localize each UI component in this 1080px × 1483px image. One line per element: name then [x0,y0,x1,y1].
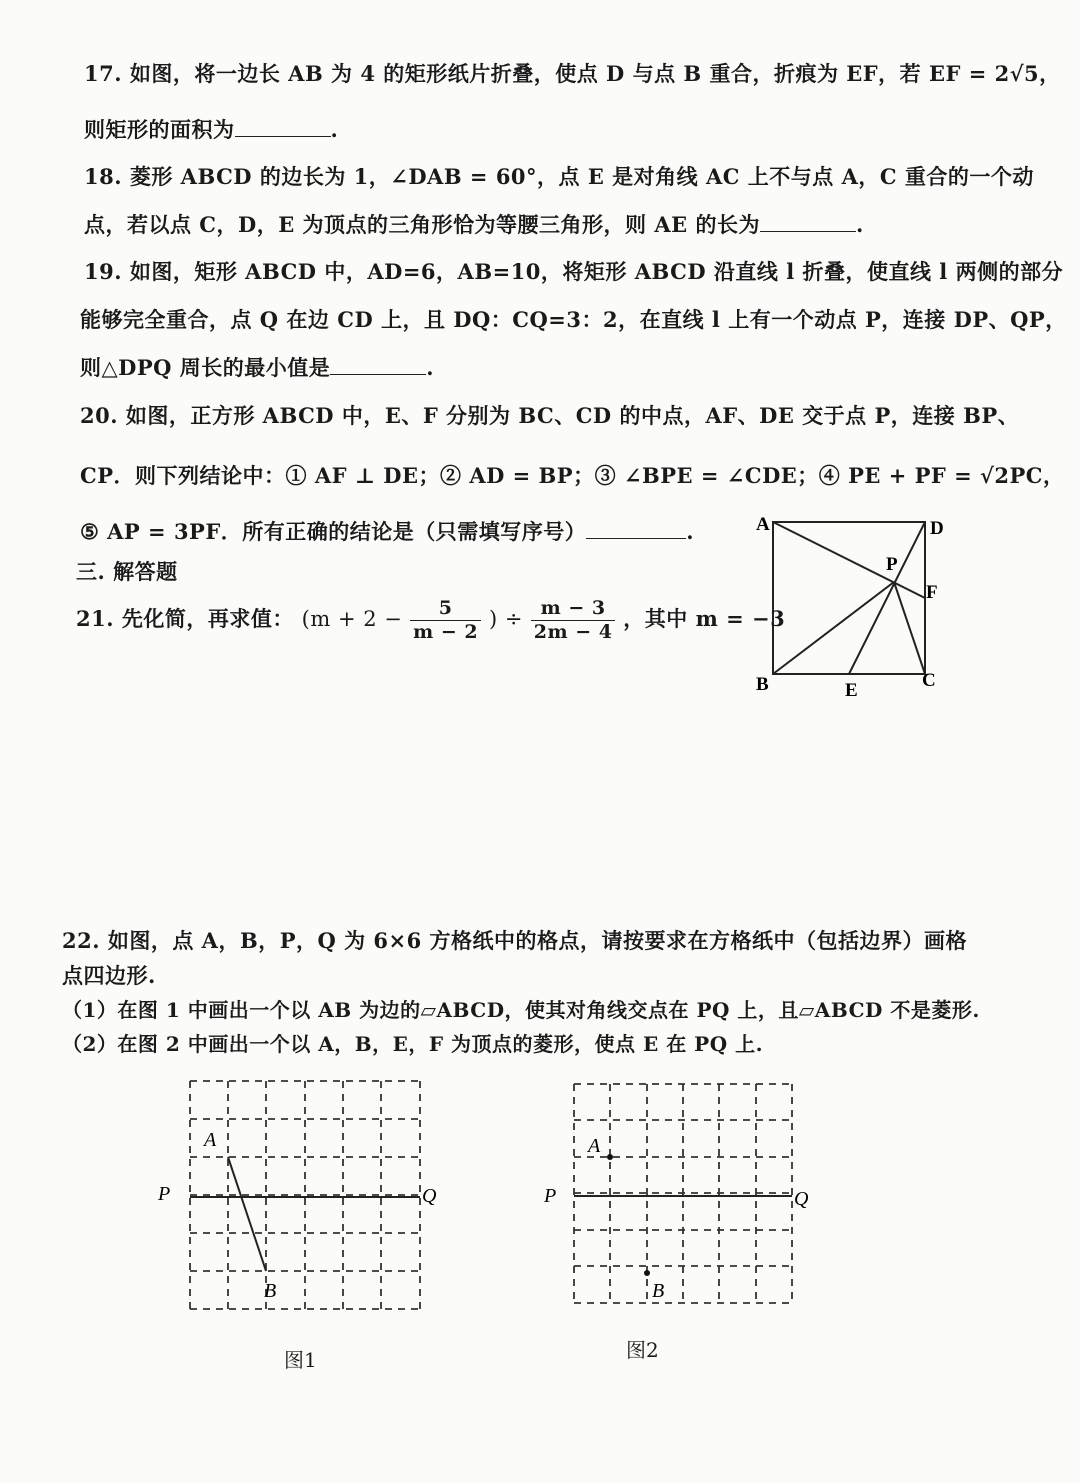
label-e: E [845,680,858,701]
q21-expr-mid: ) ÷ [488,606,523,631]
q19-line3 [80,352,434,382]
label-p: P [886,554,898,575]
q21-frac2-num: m − 3 [531,597,616,621]
q20-line2: CP．则下列结论中：① AF ⊥ DE；② AD = BP；③ ∠BPE = ∠CDE；④ PE + PF = √2PC， [80,463,1065,488]
fig1-caption: 图1 [284,1348,317,1372]
segment-de [849,522,925,674]
label-d: D [930,518,944,539]
q17-line2-suffix: . [330,117,339,142]
label-a: A [756,514,770,535]
point-a-2 [607,1154,613,1160]
grid2-label-p: P [544,1185,557,1207]
q21-fraction-1 [410,597,481,644]
q21-suffix: ，其中 m = −3 [623,605,786,631]
segment-ab-1 [228,1157,266,1271]
q21-frac1-num: 5 [410,597,481,621]
q21-line [76,597,785,644]
q22-line1: 22. 如图，点 A，B，P，Q 为 6×6 方格纸中的格点，请按要求在方格纸中（包括边界）画格 [62,928,968,953]
q20-line3-suffix: . [686,519,695,544]
grid2-label-a: A [588,1135,601,1157]
section-3-heading: 三. 解答题 [76,559,178,584]
grid-figure-1 [150,1068,450,1334]
q18-line1: 18. 菱形 ABCD 的边长为 1，∠DAB = 60°，点 E 是对角线 AC 上不与点 A，C 重合的一个动 [84,164,1034,189]
grid1-label-q: Q [422,1185,437,1207]
label-b: B [756,674,769,695]
q21-fraction-2 [531,597,616,644]
q17-line2 [84,114,338,144]
q18-line2-suffix: . [855,212,864,237]
q22-part1: （1）在图 1 中画出一个以 AB 为边的▱ABCD，使其对角线交点在 PQ 上，且▱ABCD 不是菱形. [62,998,980,1022]
segment-af [773,522,925,598]
q22-part2: （2）在图 2 中画出一个以 A，B，E，F 为顶点的菱形，使点 E 在 PQ 上. [62,1032,764,1056]
q20-line3 [80,516,694,546]
square-abcd [773,522,925,674]
q19-line3-suffix: . [426,355,435,380]
q19-line2: 能够完全重合，点 Q 在边 CD 上，且 DQ：CQ=3：2，在直线 l 上有一个动点 P，连接 DP、QP， [80,307,1067,332]
q22-line2: 点四边形. [62,963,156,988]
point-b-2 [644,1270,650,1276]
q20-line3-prefix: ⑤ AP = 3PF．所有正确的结论是（只需填写序号） [80,519,587,544]
grid-figure-2 [538,1068,838,1334]
grid2-label-q: Q [794,1188,809,1210]
segment-bp [773,582,894,674]
q18-line2 [84,209,864,239]
grid1-label-a: A [204,1129,217,1151]
q21-prefix: 21. 先化简，再求值： [76,605,294,631]
grid-1-lines [190,1081,420,1309]
q19-line3-prefix: 则△DPQ 周长的最小值是 [80,355,331,380]
grid1-label-p: P [158,1183,171,1205]
q17-answer-blank[interactable] [235,116,331,137]
label-f: F [926,582,938,603]
label-c: C [922,670,936,691]
q21-expr-open: (m + 2 − [301,606,403,631]
q17-line2-prefix: 则矩形的面积为 [84,117,235,142]
q18-line2-prefix: 点，若以点 C，D，E 为顶点的三角形恰为等腰三角形，则 AE 的长为 [84,212,760,237]
grid1-label-b: B [264,1280,277,1302]
q19-answer-blank[interactable] [330,354,426,375]
q21-frac2-den: 2m − 4 [533,620,613,643]
fig2-caption: 图2 [626,1338,659,1362]
grid2-label-b: B [652,1280,665,1302]
q19-line1: 19. 如图，矩形 ABCD 中，AD=6，AB=10，将矩形 ABCD 沿直线 l 折叠，使直线 l 两侧的部分 [84,259,1064,284]
q21-frac1-den: m − 2 [413,620,479,643]
q17-line1: 17. 如图，将一边长 AB 为 4 的矩形纸片折叠，使点 D 与点 B 重合，折痕为 EF，若 EF = 2√5， [84,61,1061,86]
q20-line1: 20. 如图，正方形 ABCD 中，E、F 分别为 BC、CD 的中点，AF、DE 交于点 P，连接 BP、 [80,403,1020,428]
grid-2-lines [574,1084,792,1303]
q20-answer-blank[interactable] [586,518,686,539]
q18-answer-blank[interactable] [760,211,856,232]
